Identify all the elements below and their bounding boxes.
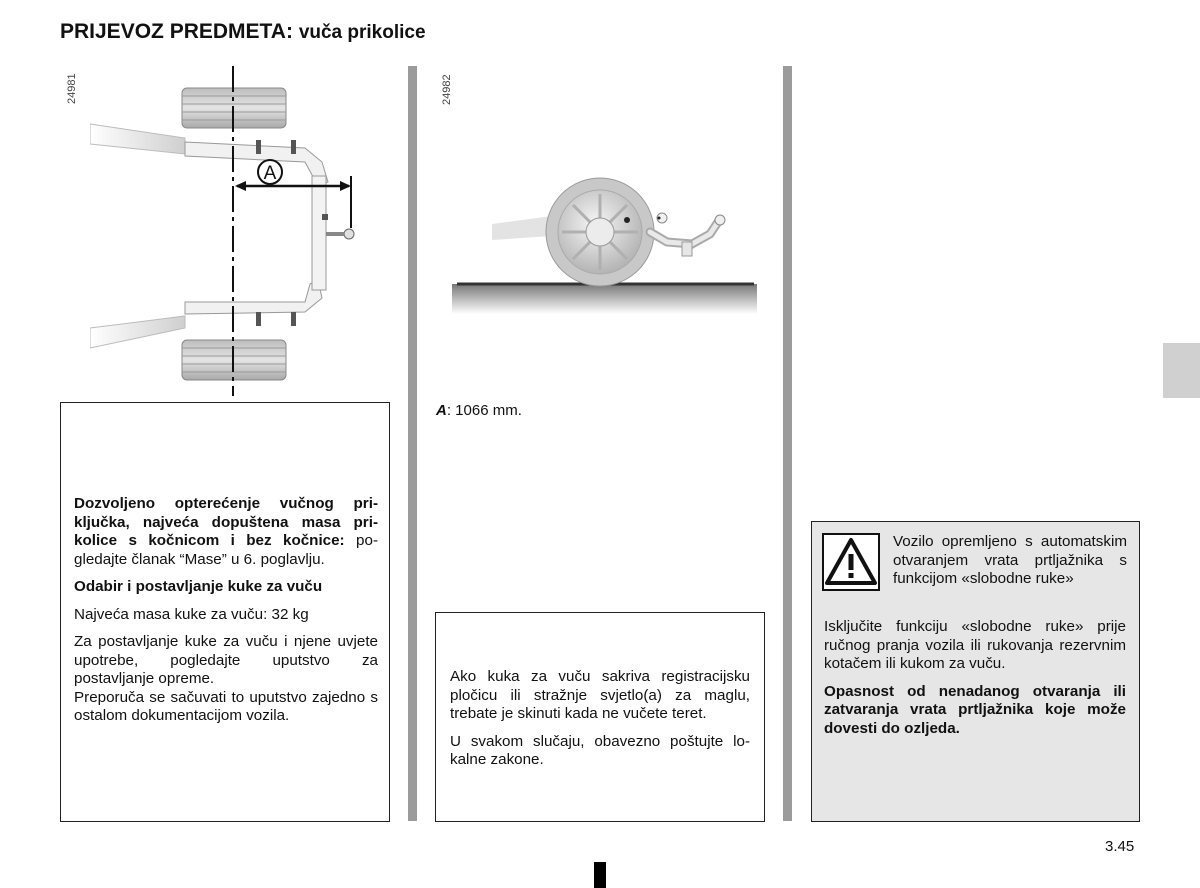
- figure-caption: [436, 402, 522, 419]
- ground-shadow: [452, 284, 757, 314]
- label-a: A: [263, 163, 277, 184]
- tow-hook-keep-manual-paragraph: Preporuča se sačuvati to uputstvo zajedno s ostalom dokumentacijom vozila.: [74, 688, 378, 724]
- figure-towbar-top-view: [90, 66, 390, 396]
- title-subtitle: vuča prikolice: [298, 22, 426, 43]
- title-main: PRIJEVOZ PREDMETA:: [60, 20, 293, 43]
- warning-danger-paragraph: Opasnost od nenadanog otvaranja ili zatvaranja vrata prtljažnika koje može dovesti do ozljeda.: [824, 682, 1126, 737]
- warning-triangle-icon: [822, 533, 880, 591]
- tow-bar-crossbar: [312, 176, 326, 290]
- towing-load-rest: pogledajte članak “Mase” u 6. poglavlju.: [74, 532, 378, 568]
- tow-hook-max-mass: Najveća masa kuke za vuču: 32 kg: [74, 605, 309, 623]
- lower-axle-shaft: [90, 316, 185, 348]
- upper-axle-shaft: [90, 124, 185, 154]
- figure-towbar-side-view: [452, 170, 757, 315]
- caption-text: : 1066 mm.: [446, 402, 522, 419]
- page-number: 3.45: [1105, 838, 1135, 855]
- bottom-crop-mark: [594, 862, 606, 888]
- tow-ball: [344, 229, 354, 239]
- body-shadow: [492, 216, 552, 240]
- warning-intro-text: Vozilo opremljeno s automatskim otvaranjem vrata prtljažnika s funkcijom «slobodne ruke»: [893, 533, 1127, 587]
- towing-info-text: [74, 495, 378, 735]
- figure-number-2: 24982: [441, 74, 453, 105]
- towing-load-paragraph: [74, 495, 378, 569]
- page-title: [60, 20, 426, 44]
- license-plate-paragraph: Ako kuka za vuču sakriva registracijsku pločicu ili stražnje svjetlo(a) za maglu, trebate je skinuti kada ne vučete teret.: [450, 668, 750, 722]
- tow-bar-bottom-arm: [185, 280, 322, 314]
- figure-number-1: 24981: [66, 73, 78, 104]
- chapter-tab-marker: [1163, 343, 1200, 398]
- warning-body: [824, 618, 1126, 747]
- tow-hook-install-paragraph: Za postavljanje kuke za vuču i njene uvjete upotrebe, pogledajte uputstvo za postavljanje opreme.: [74, 633, 378, 687]
- column-divider-left: [408, 66, 417, 821]
- tow-hook-heading: Odabir i postavljanje kuke za vuču: [74, 578, 323, 595]
- caption-label: A: [436, 402, 447, 419]
- local-laws-paragraph: U svakom slučaju, obavezno poštujte lokalne zakone.: [450, 732, 750, 768]
- warning-disable-paragraph: Isključite funkciju «slobodne ruke» prije ručnog pranja vozila ili rukovanja rezervnim kotačem ili kukom za vuču.: [824, 618, 1126, 672]
- column-divider-right: [783, 66, 792, 821]
- towing-load-bold: Dozvoljeno opterećenje vučnog priključka, najveća dopuštena masa prikolice s kočnicom i bez kočnice:: [74, 495, 378, 549]
- license-plate-note-text: [450, 668, 750, 779]
